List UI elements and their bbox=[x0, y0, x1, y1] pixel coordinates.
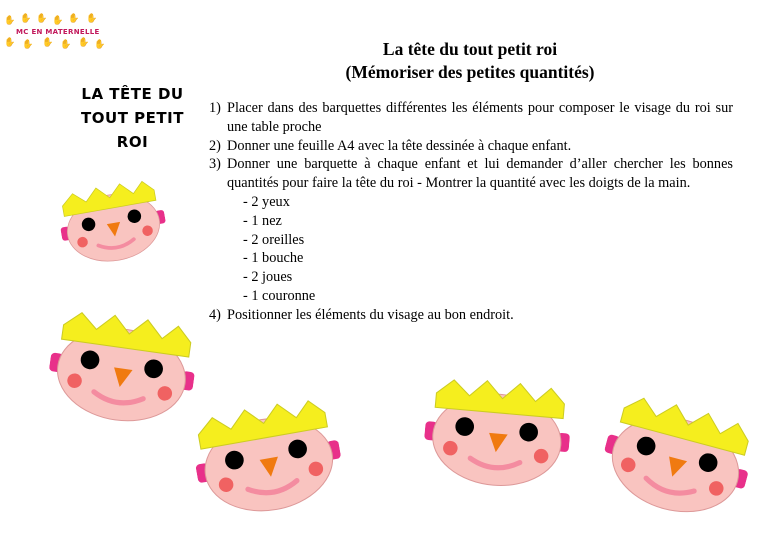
hand-icon: ✋ bbox=[78, 37, 90, 47]
list-item: - 1 nez bbox=[243, 212, 282, 229]
logo-text: MC EN MATERNELLE bbox=[16, 28, 100, 36]
hand-icon: ✋ bbox=[68, 13, 80, 23]
hand-icon: ✋ bbox=[20, 13, 32, 23]
hand-icon: ✋ bbox=[4, 37, 16, 47]
hand-icon: ✋ bbox=[42, 37, 54, 47]
hand-icon: ✋ bbox=[22, 39, 34, 49]
hand-icon: ✋ bbox=[52, 15, 64, 25]
list-item: - 1 couronne bbox=[243, 287, 316, 304]
step-text: Positionner les éléments du visage au bon endroit. bbox=[227, 306, 514, 323]
king-face bbox=[421, 376, 574, 492]
hand-icon: ✋ bbox=[94, 39, 106, 49]
list-item: - 2 oreilles bbox=[243, 231, 305, 248]
step-text: Donner une feuille A4 avec la tête dessinée à chaque enfant. bbox=[227, 137, 572, 154]
side-title-line: ROI bbox=[116, 133, 149, 151]
step-number: 1) bbox=[209, 100, 221, 116]
step-number: 4) bbox=[209, 306, 221, 323]
list-item: - 2 yeux bbox=[243, 193, 290, 210]
side-title-line: LA TÊTE DU bbox=[81, 85, 184, 103]
list-item: - 1 bouche bbox=[243, 250, 304, 267]
king-face bbox=[187, 395, 348, 522]
subtitle-line: (Mémoriser des petites quantités) bbox=[345, 62, 595, 82]
king-face bbox=[43, 307, 201, 430]
hand-icon: ✋ bbox=[86, 13, 98, 23]
hand-icon: ✋ bbox=[60, 39, 72, 49]
title-line: La tête du tout petit roi bbox=[382, 39, 558, 59]
king-face bbox=[594, 390, 761, 528]
king-face bbox=[54, 177, 170, 269]
side-title-line: TOUT PETIT bbox=[81, 109, 184, 127]
step-number: 3) bbox=[209, 156, 221, 173]
step-number: 2) bbox=[209, 137, 221, 154]
list-item: - 2 joues bbox=[243, 269, 293, 286]
step-text: Donner une barquette à chaque enfant et lui demander d’aller chercher les bonnes quantités pour faire la tête du roi - Montrer la quantité avec les doigts de la main. bbox=[227, 156, 733, 192]
hand-icon: ✋ bbox=[4, 15, 16, 25]
step-text: Placer dans des barquettes différentes les éléments pour composer le visage du roi sur une table proche bbox=[227, 100, 733, 135]
hand-icon: ✋ bbox=[36, 13, 48, 23]
